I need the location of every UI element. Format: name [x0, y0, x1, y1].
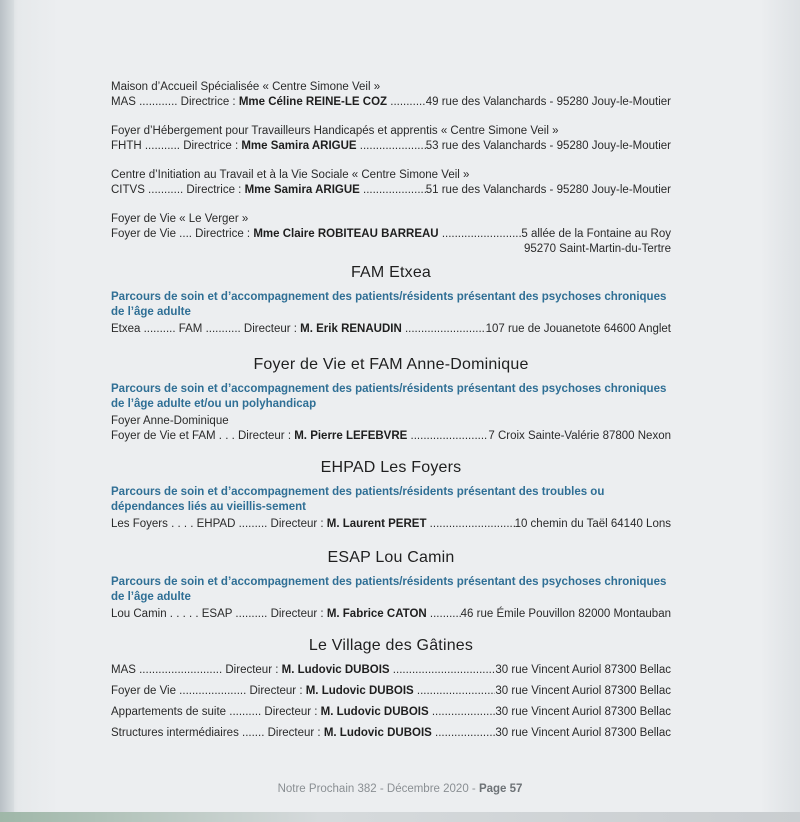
entry-person: Mme Claire ROBITEAU BARREAU — [253, 228, 439, 240]
page-spine — [0, 0, 14, 822]
page-number: Page 57 — [478, 783, 523, 795]
entry-address: 30 rue Vincent Auriol 87300 Bellac — [495, 685, 671, 697]
section-subtitle: Parcours de soin et d’accompagnement des patients/résidents présentant des psychoses chroniques de l’âge adulte — [111, 576, 667, 603]
entry-row — [111, 95, 671, 110]
entry-lead: FHTH ........... Directrice : Mme Samira ARIGUE ..... — [111, 139, 426, 154]
entry-title: Maison d’Accueil Spécialisée « Centre Simone Veil » — [111, 81, 381, 93]
entry-person: M. Laurent PERET — [326, 518, 427, 530]
section-title-fam-etxea: FAM Etxea — [350, 264, 432, 281]
entry-lead: Etxea .......... FAM ........... Directeur : M. Erik RENAUDIN ..... — [111, 322, 486, 337]
entry-person: M. Pierre LEFEBVRE — [294, 430, 408, 442]
entry-address: 30 rue Vincent Auriol 87300 Bellac — [495, 706, 671, 718]
entry-address: 5 allée de la Fontaine au Roy — [521, 228, 671, 240]
entry-person: Mme Céline REINE-LE COZ — [238, 96, 388, 108]
entry-person: M. Erik RENAUDIN — [300, 323, 402, 335]
entry-mas-simone-veil — [111, 80, 671, 110]
entry-address: 30 rue Vincent Auriol 87300 Bellac — [495, 664, 671, 676]
entry-row — [111, 684, 671, 699]
entry-title: Foyer de Vie « Le Verger » — [111, 213, 249, 225]
entry-row — [111, 227, 671, 242]
entry-fhth-simone-veil — [111, 124, 671, 154]
section-subtitle: Parcours de soin et d’accompagnement des patients/résidents présentant des psychoses chroniques de l’âge adulte et/ou un polyhandicap — [111, 383, 667, 410]
entry-title: Centre d’Initiation au Travail et à la Vie Sociale « Centre Simone Veil » — [111, 169, 470, 181]
entry-row — [111, 429, 671, 444]
entry-person: M. Ludovic DUBOIS — [320, 706, 429, 718]
entry-row — [111, 705, 671, 720]
entry-lead: Lou Camin . . . . . ESAP .......... Directeur : M. Fabrice CATON ..... — [111, 607, 461, 622]
footer-text: Notre Prochain 382 - Décembre 2020 - — [277, 783, 479, 795]
entry-lead: Les Foyers . . . . EHPAD ......... Directeur : M. Laurent PERET ..... — [111, 517, 515, 532]
entry-address-line2: 95270 Saint-Martin-du-Tertre — [523, 243, 671, 255]
entry-address: 49 rue des Valanchards - 95280 Jouy-le-Moutier — [425, 96, 671, 108]
entry-row — [111, 517, 671, 532]
entry-person: M. Ludovic DUBOIS — [305, 685, 414, 697]
section-title-anne-dominique: Foyer de Vie et FAM Anne-Dominique — [253, 356, 529, 373]
entry-lead: Foyer de Vie .... Directrice : Mme Claire ROBITEAU BARREAU ..... — [111, 227, 521, 242]
entry-lead: Foyer de Vie ..................... Directeur : M. Ludovic DUBOIS ..... — [111, 684, 495, 699]
entry-address: 53 rue des Valanchards - 95280 Jouy-le-Moutier — [425, 140, 671, 152]
entry-row — [111, 607, 671, 622]
entry-person: M. Ludovic DUBOIS — [323, 727, 432, 739]
entry-lead: CITVS ........... Directrice : Mme Samira ARIGUE ..... — [111, 183, 426, 198]
section-subtitle: Parcours de soin et d’accompagnement des patients/résidents présentant des troubles ou dépendances liés au vieillis-sement — [111, 486, 605, 513]
content — [111, 80, 671, 741]
entry-address: 30 rue Vincent Auriol 87300 Bellac — [495, 727, 671, 739]
section-title-gatines: Le Village des Gâtines — [308, 637, 474, 654]
entry-row — [111, 139, 671, 154]
entry-address: 51 rue des Valanchards - 95280 Jouy-le-Moutier — [425, 184, 671, 196]
section-subtitle: Parcours de soin et d’accompagnement des patients/résidents présentant des psychoses chroniques de l’âge adulte — [111, 291, 667, 318]
entry-address: 107 rue de Jouanetote 64600 Anglet — [485, 323, 671, 335]
entry-row — [111, 663, 671, 678]
entry-address: 7 Croix Sainte-Valérie 87800 Nexon — [488, 430, 671, 442]
entry-row — [111, 183, 671, 198]
entry-address: 46 rue Émile Pouvillon 82000 Montauban — [460, 608, 671, 620]
entry-person: M. Ludovic DUBOIS — [281, 664, 390, 676]
entry-foyer-le-verger — [111, 212, 671, 257]
entry-row — [111, 322, 671, 337]
entry-title: Foyer d’Hébergement pour Travailleurs Handicapés et apprentis « Centre Simone Veil » — [111, 125, 559, 137]
entry-address: 10 chemin du Taël 64140 Lons — [514, 518, 671, 530]
entry-name: Foyer Anne-Dominique — [111, 415, 229, 427]
entry-row — [111, 726, 671, 741]
entry-lead: Foyer de Vie et FAM . . . Directeur : M. Pierre LEFEBVRE ..... — [111, 429, 488, 444]
entry-lead: MAS ............ Directrice : Mme Céline REINE-LE COZ ..... — [111, 95, 426, 110]
section-title-esap: ESAP Lou Camin — [327, 549, 455, 566]
entry-person: M. Fabrice CATON — [326, 608, 427, 620]
bottom-edge-strip — [0, 812, 800, 822]
section-title-ehpad: EHPAD Les Foyers — [320, 459, 462, 476]
entry-lead: Structures intermédiaires ....... Directeur : M. Ludovic DUBOIS ..... — [111, 726, 495, 741]
entry-citvs-simone-veil — [111, 168, 671, 198]
entry-person: Mme Samira ARIGUE — [244, 184, 360, 196]
page-footer — [0, 783, 800, 795]
entry-person: Mme Samira ARIGUE — [241, 140, 357, 152]
entry-lead: Appartements de suite .......... Directeur : M. Ludovic DUBOIS ..... — [111, 705, 495, 720]
entry-lead: MAS .......................... Directeur : M. Ludovic DUBOIS ..... — [111, 663, 495, 678]
